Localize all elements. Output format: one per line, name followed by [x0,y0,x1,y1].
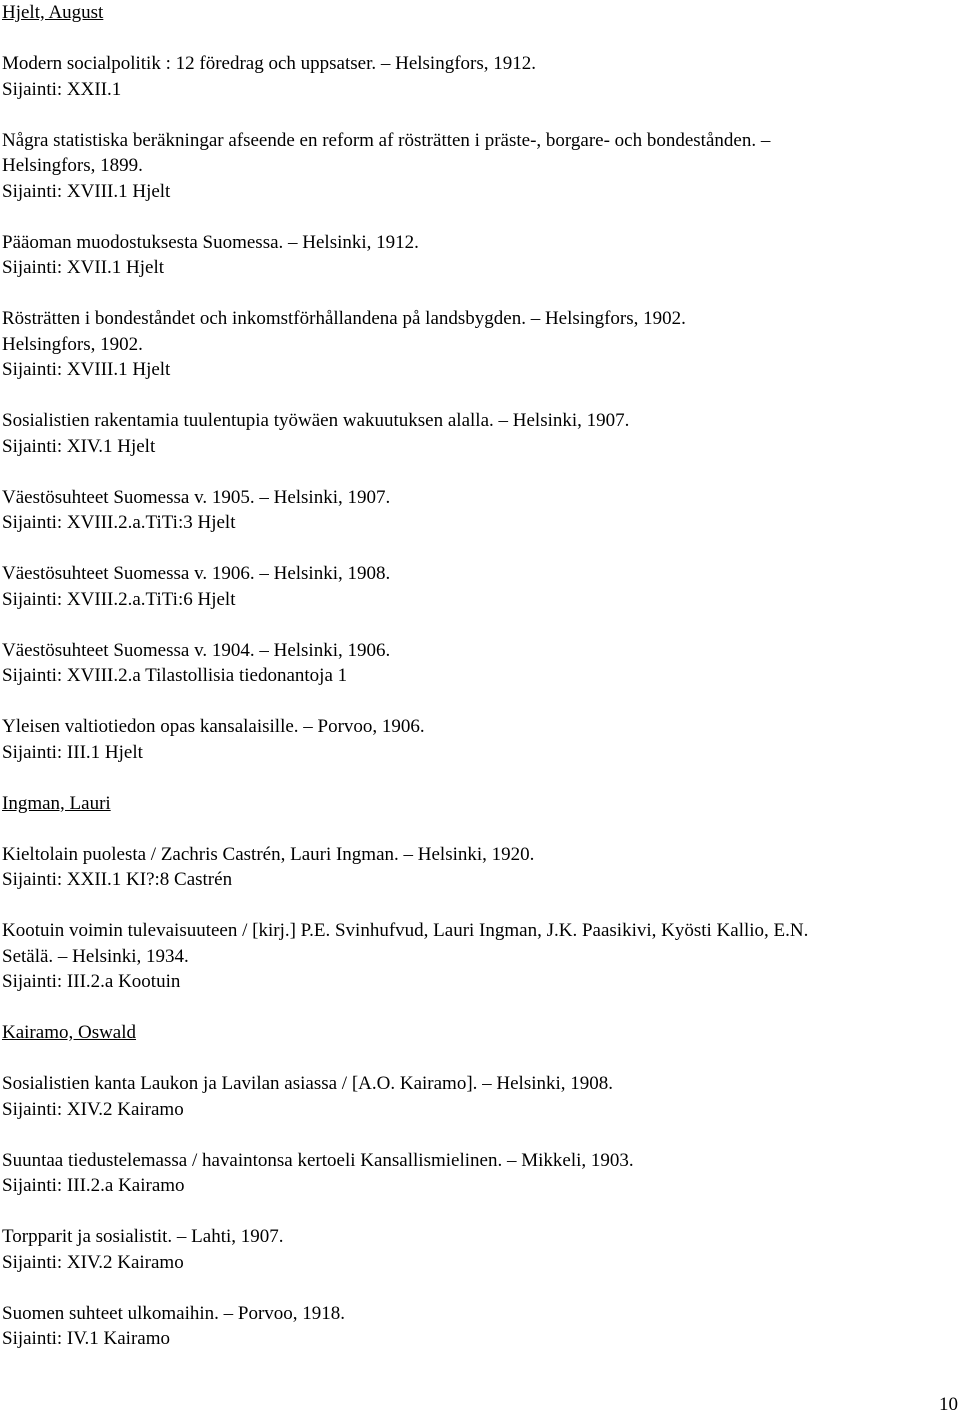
bibliography-entry [2,1224,952,1275]
entry-location: Sijainti: XIV.2 Kairamo [2,1251,184,1273]
entry-location: Sijainti: XVIII.2.a.TiTi:3 Hjelt [2,512,236,533]
entry-location: Sijainti: XVII.1 Hjelt [2,257,165,278]
entry-title: Modern socialpolitik : 12 föredrag och uppsatser. – Helsingfors, 1912. [2,53,537,74]
document-body [2,0,952,1377]
entry-location: Sijainti: XIV.2 Kairamo [2,1098,184,1120]
entry-title: Några statistiska beräkningar afseende en reform af rösträtten i präste-, borgare- och bondestånden. – [2,129,771,151]
entry-title: Väestösuhteet Suomessa v. 1904. – Helsinki, 1906. [2,639,391,661]
entry-title: Setälä. – Helsinki, 1934. [2,945,189,967]
bibliography-entry [2,918,952,995]
entry-title: Yleisen valtiotiedon opas kansalaisille. – Porvoo, 1906. [2,716,425,737]
bibliography-entry [2,1148,952,1199]
entry-location: Sijainti: XVIII.1 Hjelt [2,359,171,380]
bibliography-entry [2,842,952,893]
bibliography-entry [2,485,952,536]
author-section [2,791,952,995]
author-heading[interactable]: Ingman, Lauri [2,792,111,814]
entry-location: Sijainti: XXII.1 [2,78,122,100]
bibliography-entry [2,230,952,281]
entry-location: Sijainti: XXII.1 KI?:8 Castrén [2,869,233,890]
entry-title: Helsingfors, 1902. [2,333,143,355]
entry-title: Kootuin voimin tulevaisuuteen / [kirj.] P.E. Svinhufvud, Lauri Ingman, J.K. Paasikivi, Kyösti Kallio, E.N. [2,920,809,941]
entry-location: Sijainti: III.1 Hjelt [2,741,143,763]
entry-location: Sijainti: XVIII.2.a Tilastollisia tiedonantoja 1 [2,665,348,686]
author-heading[interactable]: Kairamo, Oswald [2,1022,137,1043]
page-number: 10 [939,1394,958,1415]
bibliography-entry [2,128,952,205]
author-heading[interactable]: Hjelt, August [2,2,104,23]
bibliography-entry [2,51,952,102]
entry-location: Sijainti: XIV.1 Hjelt [2,435,156,457]
entry-location: Sijainti: XVIII.2.a.TiTi:6 Hjelt [2,588,236,610]
entry-title: Suomen suhteet ulkomaihin. – Porvoo, 1918. [2,1302,346,1324]
bibliography-entry [2,306,952,383]
entry-title: Sosialistien rakentamia tuulentupia työwäen wakuutuksen alalla. – Helsinki, 1907. [2,410,630,431]
entry-location: Sijainti: XVIII.1 Hjelt [2,180,171,202]
entry-title: Väestösuhteet Suomessa v. 1905. – Helsinki, 1907. [2,486,391,508]
bibliography-entry [2,1071,952,1122]
bibliography-entry [2,408,952,459]
entry-title: Suuntaa tiedustelemassa / havaintonsa kertoeli Kansallismielinen. – Mikkeli, 1903. [2,1149,634,1171]
entry-title: Pääoman muodostuksesta Suomessa. – Helsinki, 1912. [2,231,419,253]
bibliography-entry [2,1301,952,1352]
entry-title: Helsingfors, 1899. [2,155,143,176]
entry-location: Sijainti: III.2.a Kootuin [2,971,181,992]
bibliography-entry [2,638,952,689]
entry-title: Rösträtten i bondeståndet och inkomstförhållandena på landsbygden. – Helsingfors, 1902. [2,308,686,329]
bibliography-entry [2,561,952,612]
author-section [2,1020,952,1352]
bibliography-entry [2,714,952,765]
entry-location: Sijainti: III.2.a Kairamo [2,1175,185,1196]
entry-location: Sijainti: IV.1 Kairamo [2,1328,170,1349]
author-section [2,0,952,765]
entry-title: Väestösuhteet Suomessa v. 1906. – Helsinki, 1908. [2,563,391,584]
entry-title: Sosialistien kanta Laukon ja Lavilan asiassa / [A.O. Kairamo]. – Helsinki, 1908. [2,1073,614,1094]
entry-title: Kieltolain puolesta / Zachris Castrén, Lauri Ingman. – Helsinki, 1920. [2,843,535,865]
entry-title: Torpparit ja sosialistit. – Lahti, 1907. [2,1226,284,1247]
